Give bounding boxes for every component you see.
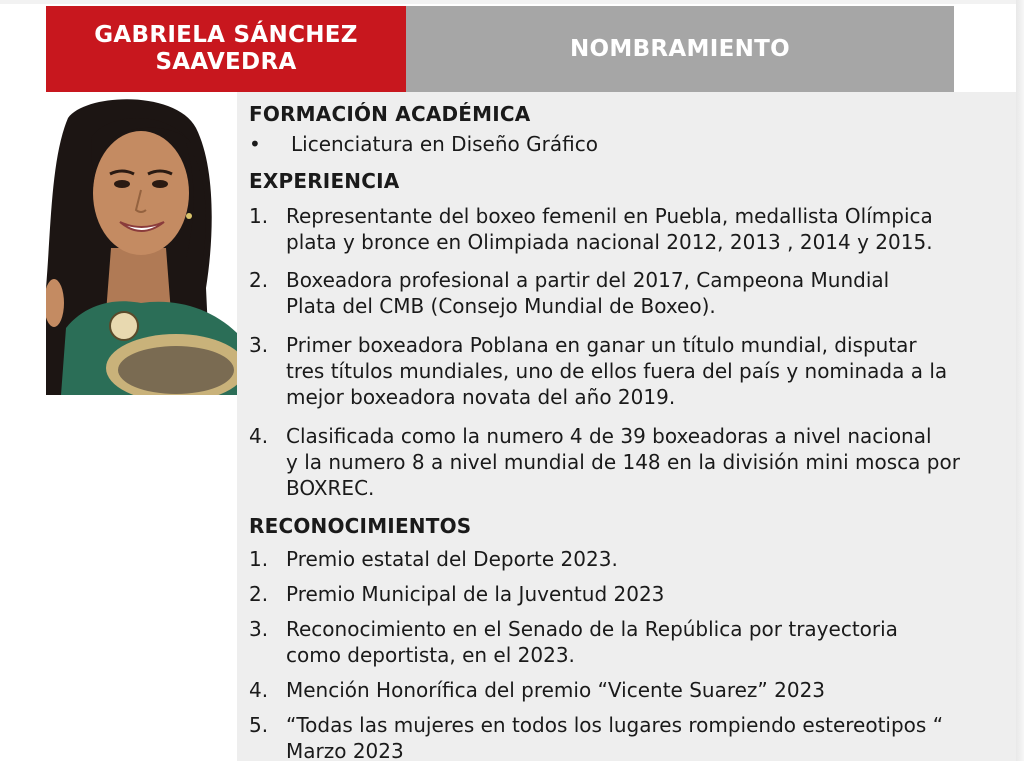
section-title-reconocimientos: RECONOCIMIENTOS <box>249 514 472 538</box>
item-line: Boxeadora profesional a partir del 2017, Campeona Mundial <box>286 268 890 292</box>
portrait-photo <box>46 98 237 395</box>
item-line: y la numero 8 a nivel mundial de 148 en la división mini mosca por <box>286 450 960 474</box>
item-number: 2. <box>249 582 269 606</box>
list-item-text: Licenciatura en Diseño Gráfico <box>291 132 598 156</box>
name-header <box>46 6 406 92</box>
bullet-icon: • <box>249 132 261 156</box>
item-line: Representante del boxeo femenil en Puebla, medallista Olímpica <box>286 204 933 228</box>
item-line: Premio estatal del Deporte 2023. <box>286 547 618 571</box>
item-number: 2. <box>249 268 269 292</box>
item-line: “Todas las mujeres en todos los lugares rompiendo estereotipos “ <box>286 713 944 737</box>
item-line: Primer boxeadora Poblana en ganar un título mundial, disputar <box>286 333 917 357</box>
item-line: como deportista, en el 2023. <box>286 643 575 667</box>
role-header <box>406 6 954 92</box>
item-number: 5. <box>249 713 269 737</box>
right-border <box>1016 0 1024 761</box>
section-title-formacion: FORMACIÓN ACADÉMICA <box>249 102 531 126</box>
item-line: Plata del CMB (Consejo Mundial de Boxeo). <box>286 294 716 318</box>
item-number: 1. <box>249 547 269 571</box>
name-line-1: GABRIELA SÁNCHEZ <box>94 22 358 48</box>
item-line: Clasificada como la numero 4 de 39 boxeadoras a nivel nacional <box>286 424 932 448</box>
top-border <box>0 0 1024 4</box>
item-number: 4. <box>249 424 269 448</box>
item-line: tres títulos mundiales, uno de ellos fuera del país y nominada a la <box>286 359 948 383</box>
role-title: NOMBRAMIENTO <box>570 36 790 62</box>
item-line: Reconocimiento en el Senado de la República por trayectoria <box>286 617 898 641</box>
item-number: 3. <box>249 617 269 641</box>
item-number: 1. <box>249 204 269 228</box>
item-line: Marzo 2023 <box>286 739 404 761</box>
item-line: mejor boxeadora novata del año 2019. <box>286 385 676 409</box>
name-line-2: SAAVEDRA <box>155 49 297 75</box>
content-panel <box>237 92 1016 761</box>
item-line: BOXREC. <box>286 476 375 500</box>
item-line: Mención Honorífica del premio “Vicente Suarez” 2023 <box>286 678 826 702</box>
item-line: plata y bronce en Olimpiada nacional 2012, 2013 , 2014 y 2015. <box>286 230 933 254</box>
item-number: 4. <box>249 678 269 702</box>
section-title-experiencia: EXPERIENCIA <box>249 169 400 193</box>
item-line: Premio Municipal de la Juventud 2023 <box>286 582 665 606</box>
item-number: 3. <box>249 333 269 357</box>
